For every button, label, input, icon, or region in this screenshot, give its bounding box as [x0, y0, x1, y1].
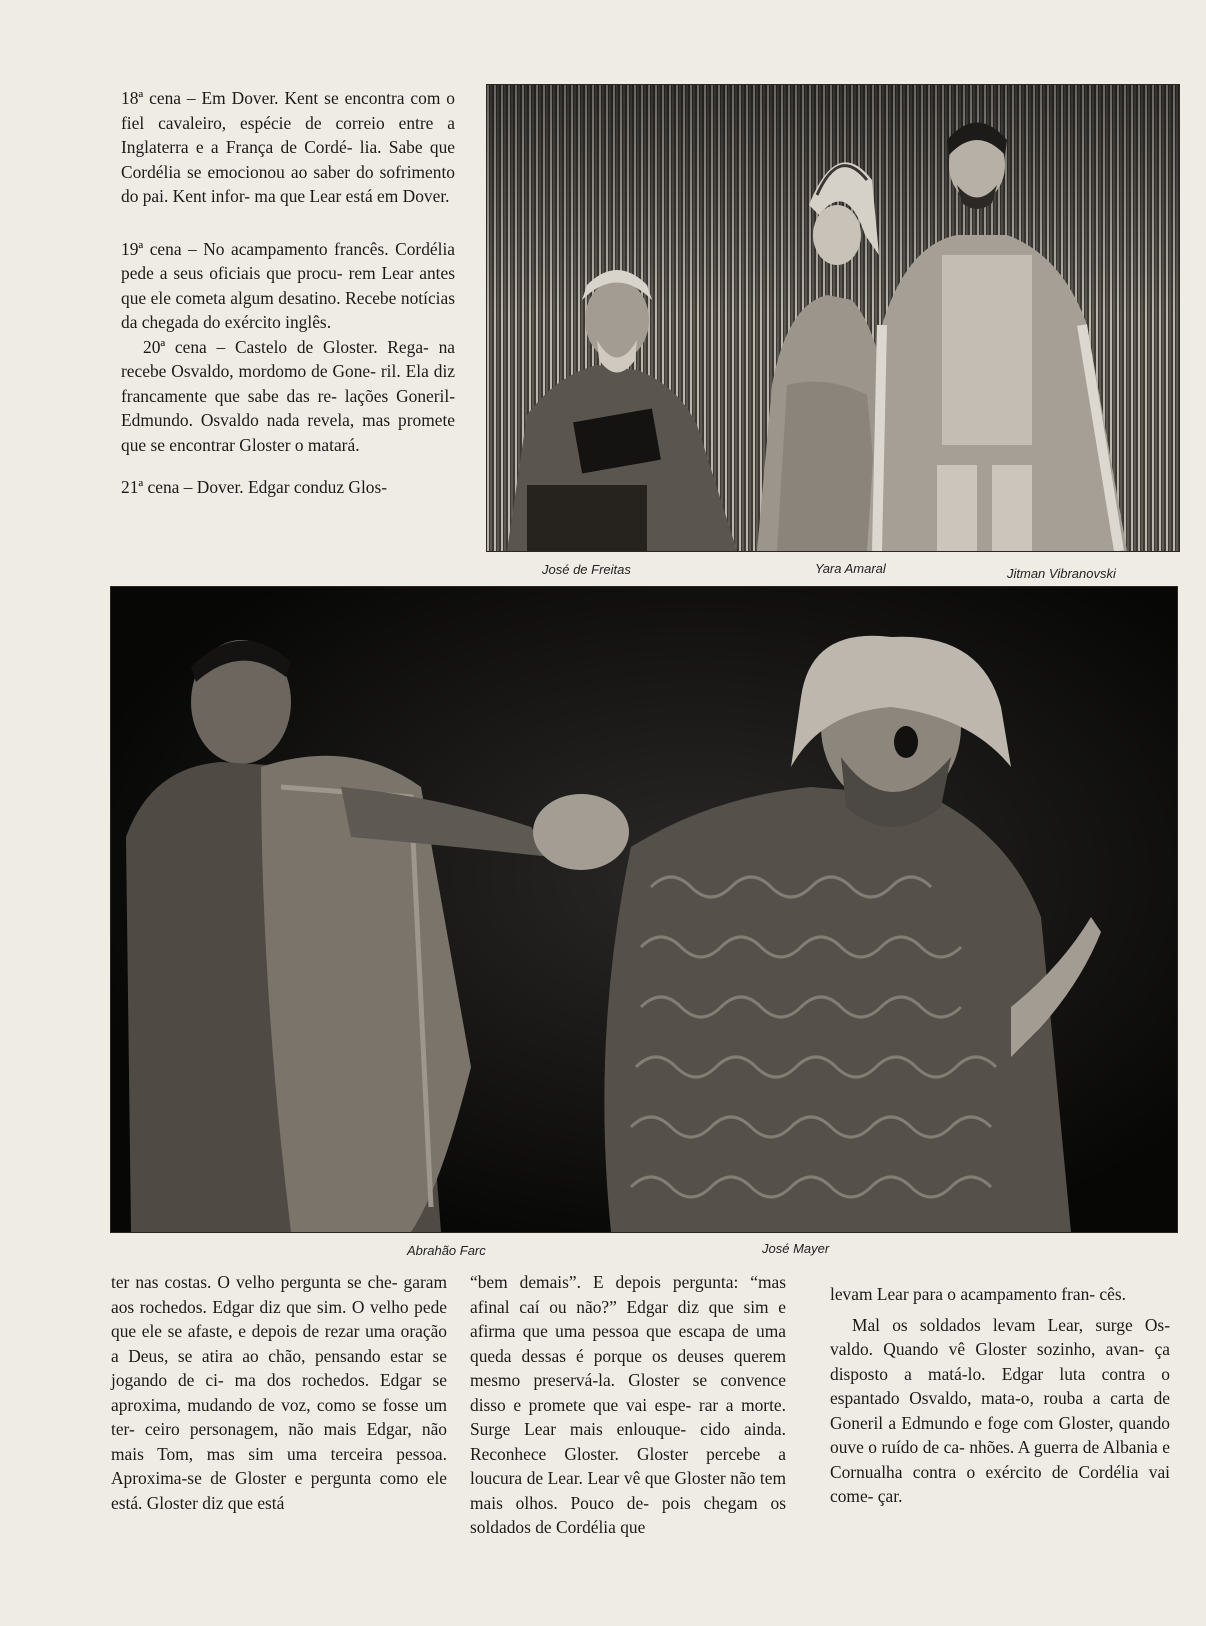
caption-yara-amaral: Yara Amaral [815, 561, 886, 576]
text-column-2 [470, 1270, 786, 1540]
scene-summary-column [121, 86, 455, 500]
stage-photo-drawing [111, 587, 1177, 1232]
stage-photo-edgar-gloster [110, 586, 1178, 1233]
scene-18-paragraph: 18ª cena – Em Dover. Kent se encontra com o fiel cavaleiro, espécie de correio entre a Inglaterra e a França de Cordé- lia. Sabe que Cordélia se emocionou ao saber do sofrimento do pai. Kent infor- ma que Lear está em Dover. [121, 88, 455, 206]
text-column-3 [830, 1282, 1170, 1509]
column-2-paragraph: “bem demais”. E depois pergunta: “mas afinal caí ou não?” Edgar diz que sim e afirma que uma pessoa que escapa de uma queda dessas é porque os deuses querem mesmo preservá-la. Gloster se convence disso e promete que vai espe- rar a morte. Surge Lear mais enlouque- cido ainda. Reconhece Gloster. Gloster percebe a loucura de Lear. Lear vê que Gloster não tem mais olhos. Pouco de- pois chegam os soldados de Cordélia que [470, 1272, 786, 1537]
caption-jitman-vibranovski: Jitman Vibranovski [1007, 566, 1116, 581]
caption-jose-de-freitas: José de Freitas [542, 562, 631, 577]
scene-21-paragraph-start: 21ª cena – Dover. Edgar conduz Glos- [121, 477, 388, 497]
column-1-paragraph: ter nas costas. O velho pergunta se che- garam aos rochedos. Edgar diz que sim. O velho pede que ele se afaste, e depois de rezar uma oração a Deus, se atira ao chão, pensando estar se jogando de ci- ma dos rochedos. Edgar se aproxima, mudando de voz, como se fosse um ter- ceiro personagem, não mais Edgar, não mais Tom, mas sim uma terceira pessoa. Aproxima-se de Gloster e pergunta como ele está. Gloster diz que está [111, 1272, 447, 1513]
stage-photo-three-actors [486, 84, 1180, 552]
scene-20-paragraph: 20ª cena – Castelo de Gloster. Rega- na recebe Osvaldo, mordomo de Gone- ril. Ela diz francamente que sabe das re- lações Goneril-Edmundo. Osvaldo nada revela, mas promete que se encontrar Gloster o matará. [121, 336, 455, 455]
column-3-paragraph-1: levam Lear para o acampamento fran- cês. [830, 1284, 1126, 1304]
caption-jose-mayer: José Mayer [762, 1241, 830, 1256]
stage-photo-drawing [487, 85, 1179, 551]
scene-19-paragraph: 19ª cena – No acampamento francês. Cordélia pede a seus oficiais que procu- rem Lear antes que ele cometa algum desatino. Recebe notícias da chegada do exército inglês. [121, 238, 455, 332]
caption-abrahao-farc: Abrahão Farc [407, 1243, 486, 1258]
column-3-paragraph-2: Mal os soldados levam Lear, surge Os- valdo. Quando vê Gloster sozinho, avan- ça disposto a matá-lo. Edgar luta contra o espantado Osvaldo, mata-o, rouba a carta de Goneril a Edmundo e foge com Gloster, quando ouve o ruído de ca- nhões. A guerra de Albania e Cornualha contra o exército de Cordélia vai come- çar. [830, 1314, 1170, 1506]
text-column-1 [111, 1270, 447, 1515]
